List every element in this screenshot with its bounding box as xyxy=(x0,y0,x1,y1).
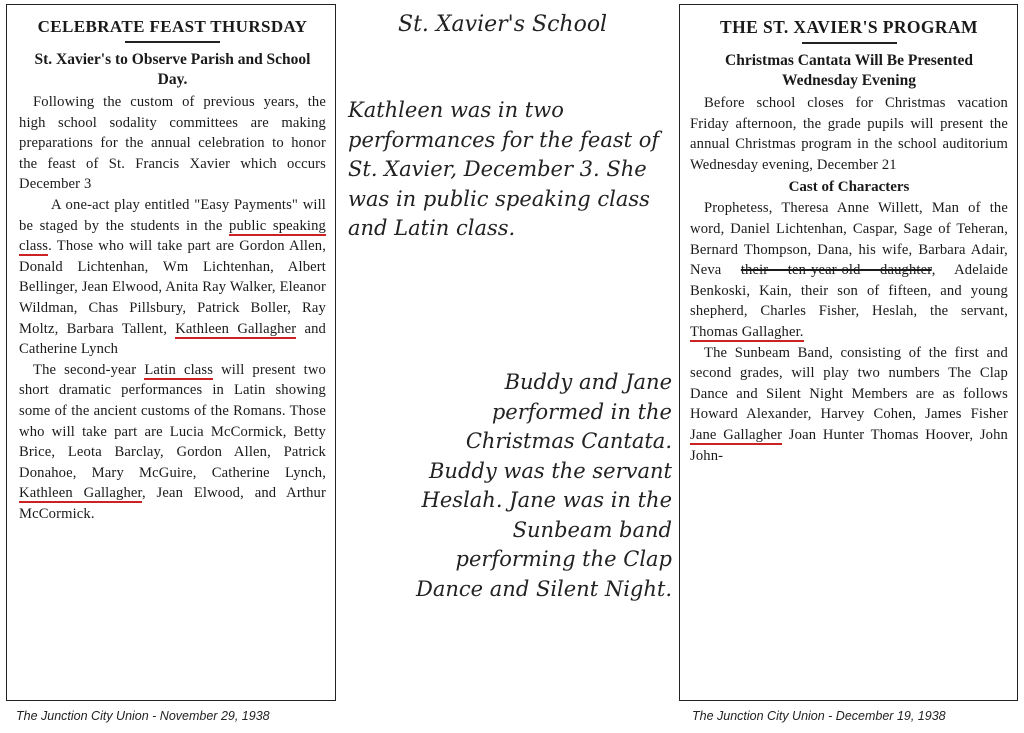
note-buddy-and-jane: Buddy and Jane performed in the Christmas Cantata. Buddy was the servant Heslah. Jane was in the Sunbeam band performing the Clap Dance and Silent Night. xyxy=(416,370,672,601)
right-paragraph-3 xyxy=(690,343,1008,467)
left-p3-text-c: , Jean Elwood, and Arthur McCormick. xyxy=(19,485,326,522)
left-paragraph-1: Following the custom of previous years, the high school sodality committees are making preparations for the annual celebration to honor the feast of St. Francis Xavier which occurs December 3 xyxy=(19,94,326,193)
left-p2-text-b: . Those who will take part are Gordon Allen, Donald Lichtenhan, Wm Lichtenhan, Albert Bellinger, Jean Elwood, Anita Ray Walker, Eleanor Wildman, Chas Pillsbury, Patrick Boller, Ray Moltz, Barbara Tallent, xyxy=(19,238,326,337)
left-headline: CELEBRATE FEAST THURSDAY xyxy=(37,17,308,36)
highlight-kathleen-gallagher-1: Kathleen Gallagher xyxy=(175,320,297,337)
highlight-latin-class: Latin class xyxy=(144,361,214,378)
left-p2-text-c: and Catherine Lynch xyxy=(19,320,326,358)
right-p3-text-a: The Sunbeam Band, consisting of the first and second grades, will play two numbers The Clap Dance and Silent Night Members are as follows Howard Alexander, Harvey Cohen, James Fisher xyxy=(690,344,1008,423)
left-headline-rule xyxy=(125,41,220,43)
left-deck: St. Xavier's to Observe Parish and School Day. xyxy=(34,51,311,88)
right-p3-text-b: Joan Hunter Thomas Hoover, John John- xyxy=(690,426,1008,464)
right-headline: THE ST. XAVIER'S PROGRAM xyxy=(720,17,978,37)
note-kathleen: Kathleen was in two performances for the feast of St. Xavier, December 3. She was in public speaking class and Latin class. xyxy=(348,98,660,240)
left-source-caption: The Junction City Union - November 29, 1938 xyxy=(16,709,270,723)
left-p2-text-a: A one-act play entitled "Easy Payments" will be staged by the students in the xyxy=(19,196,326,234)
right-source-caption: The Junction City Union - December 19, 1938 xyxy=(692,709,946,723)
right-paragraph-1: Before school closes for Christmas vacation Friday afternoon, the grade pupils will present the annual Christmas program in the school auditorium Wednesday evening, December 21 xyxy=(690,95,1008,173)
right-p2-text-b: , Adelaide Benkoski, Kain, their son of fifteen, and young shepherd, Charles Fisher, Heslah, the servant, xyxy=(690,262,1008,320)
school-title: St. Xavier's School xyxy=(398,12,608,37)
right-newspaper-clipping xyxy=(679,4,1018,701)
right-headline-rule xyxy=(802,42,897,44)
left-paragraph-2 xyxy=(19,195,326,360)
highlight-jane-gallagher: Jane Gallagher xyxy=(690,426,783,443)
left-newspaper-clipping xyxy=(6,4,336,701)
right-paragraph-2 xyxy=(690,198,1008,342)
left-p3-text-b: will present two short dramatic performances in Latin showing some of the ancient customs of the Romans. Those who will take part are Lucia McCormick, Betty Brice, Leota Barclay, Gordon Allen, Patrick Donahoe, Mary McGuire, Catherine Lynch, xyxy=(19,361,326,481)
right-p2-text-a: Prophetess, Theresa Anne Willett, Man of the word, Daniel Lichtenhan, Caspar, Sage of Teheran, Bernard Thompson, Dana, his wife, Barbara Adair, Neva xyxy=(690,200,1008,279)
struck-text: their ten-year-old daughter xyxy=(740,262,932,279)
left-p3-text-a: The second-year xyxy=(33,361,145,378)
cast-of-characters-heading: Cast of Characters xyxy=(788,179,910,196)
right-deck: Christmas Cantata Will Be Presented Wednesday Evening xyxy=(725,52,973,89)
highlight-kathleen-gallagher-2: Kathleen Gallagher xyxy=(19,485,142,502)
highlight-thomas-gallagher: Thomas Gallagher. xyxy=(690,323,804,340)
highlight-public-speaking-class: public speaking class xyxy=(19,217,326,255)
left-paragraph-3 xyxy=(19,360,326,525)
